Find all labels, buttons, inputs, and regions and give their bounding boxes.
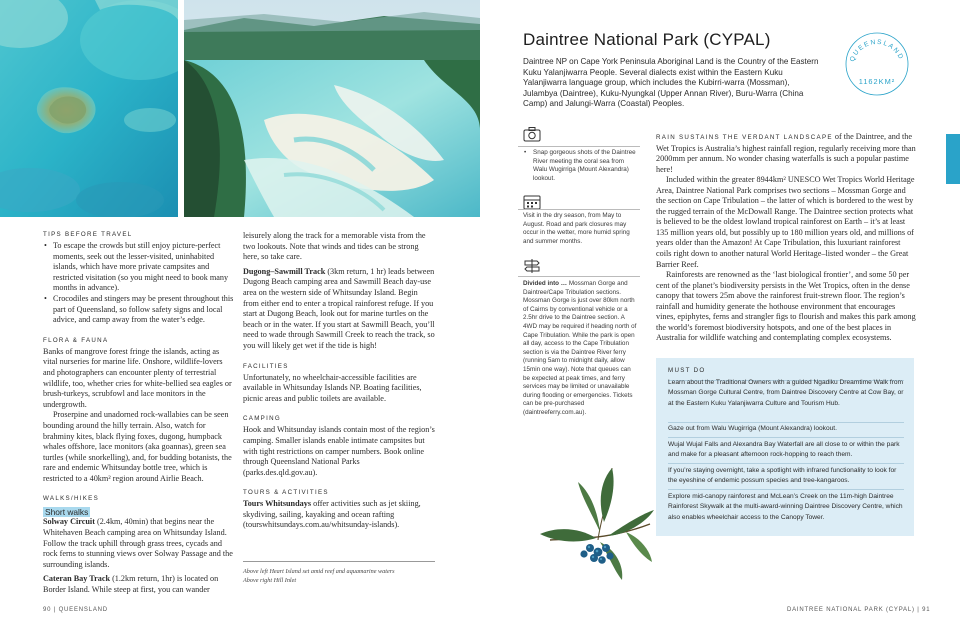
intro-text: Daintree NP on Cape York Peninsula Aboriginal Land is the Country of the Eastern Kuku Yalanjiwarra People. Several dialects exist within the Eastern Kuku Yalanjiwarra language group, which includes the Kubirri-warra (Mossman), Julambya (Daintree), Kuku-Nyungkal (Upper Annan River), Buru-Warra (China Camp) and Jalungi-Warra (Coastal) Peoples. (523, 57, 819, 109)
dugong-description: (3km return, 1 hr) leads between Dugong Beach camping area and Sawmill Beach day-use area on the western side of Whitsunday Island. Begin from either end to enter a tropical rainforest refuge. If you start at Dugong Beach, look out for marine turtles on the beach or in the water. If you start at Sawmill Beach, you’ll need to wade through Sawmill Creek to reach the track, so you will likely get wet if the tide is high! (243, 266, 435, 350)
quandong-branch-illustration (538, 462, 656, 582)
svg-text:QUEENSLAND (849, 39, 905, 63)
dugong-name: Dugong–Sawmill Track (243, 266, 326, 276)
walks-heading: WALKS/HIKES (43, 495, 100, 503)
tours-name: Tours Whitsundays (243, 499, 312, 509)
solway-description: (2.4km, 40min) that begins near the Whitehaven Beach camping area on Whitsunday Island. Follow the track uphill through grass trees, cycads and rock ferns to stunning views over Solway Passage and the surrounding islands. (43, 517, 233, 569)
camping-text: Hook and Whitsunday islands contain most of the region’s camping. Smaller islands enable intimate campsites but with tight restrictions on camper numbers. Book online through Queensland National Parks (parks.des.qld.gov.au). (243, 425, 435, 477)
must-do-heading: MUST DO (668, 367, 706, 374)
flora-paragraph: Proserpine and unadorned rock-wallabies can be seen bounding around the hilly terrain. Also, watch for brahminy kites, black flying foxes, dugong, humpback whales offshore, lace monitors (aka goannas), green sea turtles (while snorkelling), and, for budding botanists, the rare and endemic Whitsunday bottle tree, which is restricted to a 40km² region around Airlie Beach. (43, 410, 232, 483)
photo-captions (243, 568, 443, 585)
must-do-box (656, 358, 914, 536)
tours-text (243, 499, 435, 531)
tips-heading: TIPS BEFORE TRAVEL (43, 231, 133, 238)
cateran-description: (1.2km return, 1hr) is located on Border Island. While steep at first, you can wander (43, 574, 219, 595)
main-paragraph-2: Included within the greater 8944km² UNESCO Wet Tropics World Heritage Area, Daintree National Park comprises two sections – Mossman Gorge and the section on Cape Tribulation – the latter of which is bordered to the west by the rugged terrain of the McDowall Range. The Daintree section protects what is believed to be the oldest lowland tropical rainforest on Earth – it’s at least 135 million years old, but possibly up to 180 million years old, and millions of years older than the Amazon! At Cape Tribulation, this luxuriant rainforest coils right down to another natural World Heritage–listed wonder – the Great Barrier Reef. (656, 175, 915, 269)
must-do-item: Gaze out from Walu Wugirriga (Mount Alexandra) lookout. (668, 425, 837, 432)
heart-island-reef-photo (0, 0, 178, 217)
must-do-item: Learn about the Traditional Owners with a guided Ngadiku Dreamtime Walk from Mossman Gorge Cultural Centre, from Daintree Discovery Centre at Cow Bay, or at the Eastern Kuku Yalanjiwarra Culture and Tourism Hub. (668, 379, 904, 407)
section-tab-marker (946, 134, 960, 184)
must-do-item: If you’re staying overnight, take a spotlight with infrared functionality to look for the eyeshine of endemic possum species and tree-kangaroos. (668, 467, 897, 485)
badge-area: 1162KM² (858, 77, 896, 86)
must-do-divider (668, 489, 904, 490)
main-paragraph-1: of the Daintree, and the Wet Tropics is Australia’s highest rainfall region, regularly receiving more than 2000mm per annum. No wonder chasing waterfalls is such a popular pastime here! (656, 132, 916, 174)
main-lead: RAIN SUSTAINS THE VERDANT LANDSCAPE (656, 134, 833, 141)
divided-lead: Divided into … (523, 280, 569, 287)
flora-heading: FLORA & FAUNA (43, 336, 109, 344)
season-tip: Visit in the dry season, from May to August. Road and park closures may occur in the wetter, more humid spring and summer months. (523, 212, 630, 245)
right-page-footer: DAINTREE NATIONAL PARK (CYPAL) | 91 (787, 607, 931, 613)
camping-heading: CAMPING (243, 415, 281, 423)
must-do-item: Explore mid-canopy rainforest and McLean’s Creek on the 11m-high Daintree Rainforest Skywalk at the multi-award-winning Daintree Discovery Centre, which also enables wheelchair access to the Canopy Tower. (668, 493, 903, 521)
left-column-2 (243, 231, 435, 531)
access-info (523, 280, 637, 418)
tips-list (43, 241, 235, 326)
solway-name: Solway Circuit (43, 517, 95, 527)
tours-description: offer activities such as jet skiing, skydiving, sailing, kayaking and ocean rafting (tourswhitsundays.com.au/whitsunday-islands). (243, 499, 421, 530)
photo-tip (524, 149, 636, 183)
facilities-heading: FACILITIES (243, 362, 289, 370)
divided-text: Mossman Gorge and Daintree/Cape Tribulation sections. Mossman Gorge is just over 80km north of Cairns by conventional vehicle or a 2.5hr drive to the Daintree section. A 4WD may be required if heading north of Cape Tribulation. While the park is open all day, access to the Cape Tribulation section is via the Daintree River ferry (running 5am to midnight daily, allow 15min one way). Note that queues can be expected at peak times, and ferry services may be limited or unavailable during flooding or emergencies. Tickets can be pre-purchased (daintreeferry.com.au). (523, 280, 637, 416)
left-column-1 (43, 231, 235, 596)
must-do-divider (668, 463, 904, 464)
caption-divider (243, 561, 435, 562)
cateran-name: Cateran Bay Track (43, 574, 111, 584)
short-walks-highlight: Short walks (45, 507, 89, 518)
col2-paragraph: leisurely along the track for a memorable vista from the two lookouts. Note that winds and tides can be strong here, so take care. (243, 231, 426, 262)
area-badge (843, 30, 911, 98)
sidebar-divider (518, 276, 640, 277)
tip-item: • To escape the crowds but still enjoy picture-perfect moments, seek out the lesser-visited, uninhabited islands, which have more private campsites and restricted visitation (so you might need to book many months in advance). (53, 241, 235, 294)
flora-paragraph: Banks of mangrove forest fringe the islands, acting as vital nurseries for marine life. Onshore, wildlife-lovers and photographers can encounter plenty of terrestrial wildlife, too, whether cries for white-bellied sea eagles or brush-turkeys, scrubfowl and lace monitors in the undergrowth. (43, 346, 232, 409)
left-page-footer: 90 | QUEENSLAND (43, 607, 108, 613)
cateran-text (43, 574, 235, 595)
sidebar-divider (518, 146, 640, 147)
must-do-item: Wujal Wujal Falls and Alexandra Bay Waterfall are all close to or within the park and make for a pleasant afternoon rock-hopping to reach them. (668, 441, 900, 459)
photo-tip-text: • Snap gorgeous shots of the Daintree River meeting the coral sea from Walu Wugirriga (Mount Alexandra) lookout. (533, 149, 636, 183)
camera-icon (523, 126, 543, 147)
main-paragraph-3: Rainforests are renowned as the ‘last biological frontier’, and some 50 per cent of the planet’s biodiversity persists in the Wet Tropics, often in the dense canopy that towers 25m above the rainforest fruit-strewn floor. The region’s rainfall and humidity generate the hothouse environment that encourages vines, epiphytes, ferns and strangler figs to flourish and makes this park among the world’s foremost biodiversity hotspots, and one of the best places in Australia for wildlife watching and contemplating complex ecosystems. (656, 270, 916, 343)
hill-inlet-photo (184, 0, 480, 217)
tip-item: • Crocodiles and stingers may be present throughout this part of Queensland, so follow safety signs and local advice, and camp away from the water’s edge. (53, 294, 235, 326)
main-column (656, 132, 916, 344)
flora-text (43, 347, 235, 485)
solway-text (43, 517, 235, 570)
must-do-divider (668, 437, 904, 438)
badge-state: QUEENSLAND (848, 38, 905, 63)
tours-heading: TOURS & ACTIVITIES (243, 489, 329, 497)
must-do-divider (668, 422, 904, 423)
caption-left-photo: Above left Heart Island set amid reef and aquamarine waters (243, 568, 395, 575)
facilities-text: Unfortunately, no wheelchair-accessible facilities are available in Whitsunday Islands NP. Boating facilities, picnic areas and public toilets are available. (243, 372, 422, 403)
sidebar-divider (518, 209, 640, 210)
col2-text (243, 231, 435, 352)
page-title: Daintree National Park (CYPAL) (523, 30, 771, 49)
caption-right-photo: Above right Hill Inlet (243, 576, 297, 584)
short-walks-label (43, 507, 235, 517)
